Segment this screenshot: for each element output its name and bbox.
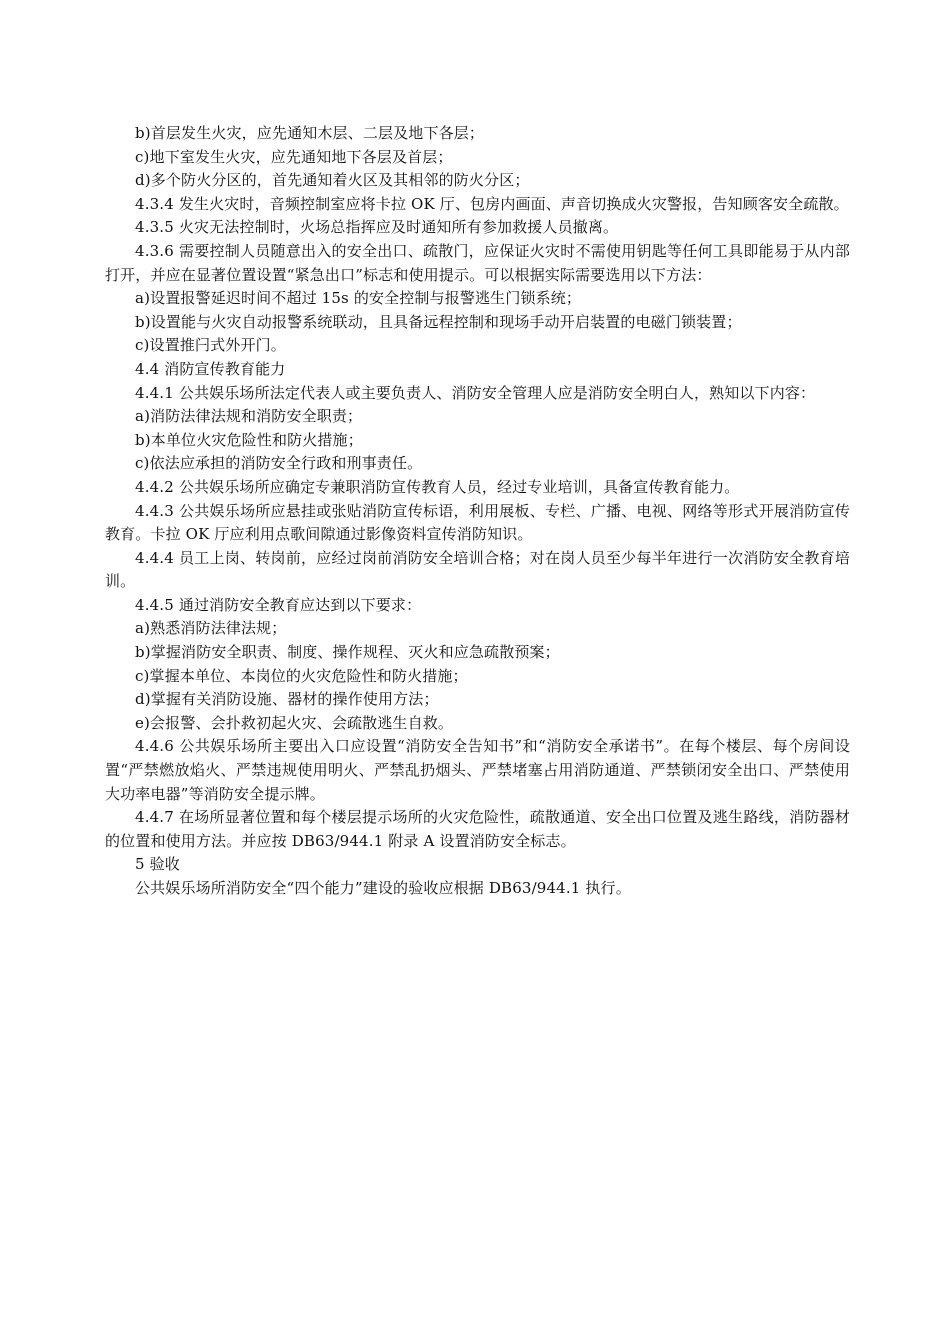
paragraph: 4.4.3 公共娱乐场所应悬挂或张贴消防宣传标语，利用展板、专栏、广播、电视、网络等形式开展消防宣传教育。卡拉 OK 厅应利用点歌间隙通过影像资料宣传消防知识。: [105, 501, 850, 544]
paragraph: a)熟悉消防法律法规；: [135, 619, 287, 638]
paragraph: c)地下室发生火灾，应先通知地下各层及首层；: [135, 147, 453, 166]
paragraph: 4.4.6 公共娱乐场所主要出入口应设置“消防安全告知书”和“消防安全承诺书”。在每个楼层、每个房间设置“严禁燃放焰火、严禁违规使用明火、严禁乱扔烟头、严禁堵塞占用消防通道、严禁锁闭安全出口、严禁使用大功率电器”等消防安全提示牌。: [105, 737, 850, 803]
paragraph: 4.4.1 公共娱乐场所法定代表人或主要负责人、消防安全管理人应是消防安全明白人，熟知以下内容：: [135, 383, 816, 402]
paragraph: d)多个防火分区的，首先通知着火区及其相邻的防火分区；: [135, 171, 530, 190]
paragraph: b)设置能与火灾自动报警系统联动，且具备远程控制和现场手动开启装置的电磁门锁装置；: [135, 312, 742, 331]
paragraph: a)消防法律法规和消防安全职责；: [135, 407, 363, 426]
paragraph: c)依法应承担的消防安全行政和刑事责任。: [135, 454, 423, 473]
paragraph: b)首层发生火灾，应先通知木层、二层及地下各层；: [135, 124, 485, 142]
paragraph: c)设置推闩式外开门。: [135, 336, 286, 355]
paragraph: b)本单位火灾危险性和防火措施；: [135, 430, 363, 449]
section-heading: 4.4 消防宣传教育能力: [135, 359, 286, 378]
paragraph: 公共娱乐场所消防安全“四个能力”建设的验收应根据 DB63/944.1 执行。: [135, 879, 631, 897]
paragraph: b)掌握消防安全职责、制度、操作规程、灭火和应急疏散预案；: [135, 643, 560, 662]
paragraph: 4.4.2 公共娱乐场所应确定专兼职消防宣传教育人员，经过专业培训，具备宣传教育能力。: [135, 477, 740, 496]
paragraph: 4.4.7 在场所显著位置和每个楼层提示场所的火灾危险性，疏散通道、安全出口位置及逃生路线，消防器材的位置和使用方法。并应按 DB63/944.1 附录 A 设置消防安全标志。: [105, 808, 850, 850]
paragraph: 4.3.5 火灾无法控制时，火场总指挥应及时通知所有参加救援人员撤离。: [135, 218, 619, 237]
section-heading: 5 验收: [135, 855, 180, 874]
paragraph: 4.3.6 需要控制人员随意出入的安全出口、疏散门，应保证火灾时不需使用钥匙等任何工具即能易于从内部打开，并应在显著位置设置“紧急出口”标志和使用提示。可以根据实际需要选用以下方法：: [105, 241, 850, 284]
paragraph: d)掌握有关消防设施、器材的操作使用方法；: [135, 690, 439, 709]
paragraph: 4.4.4 员工上岗、转岗前，应经过岗前消防安全培训合格；对在岗人员至少每半年进行一次消防安全教育培训。: [105, 548, 850, 591]
paragraph: e)会报警、会扑救初起火灾、会疏散逃生自救。: [135, 713, 454, 732]
paragraph: c)掌握本单位、本岗位的火灾危险性和防火措施；: [135, 666, 468, 685]
paragraph: 4.4.5 通过消防安全教育应达到以下要求：: [135, 595, 422, 614]
paragraph: a)设置报警延迟时间不超过 15s 的安全控制与报警逃生门锁系统；: [135, 289, 582, 308]
document-body: [105, 122, 850, 901]
paragraph: 4.3.4 发生火灾时，音频控制室应将卡拉 OK 厅、包房内画面、声音切换成火灾警报，告知顾客安全疏散。: [135, 194, 849, 213]
